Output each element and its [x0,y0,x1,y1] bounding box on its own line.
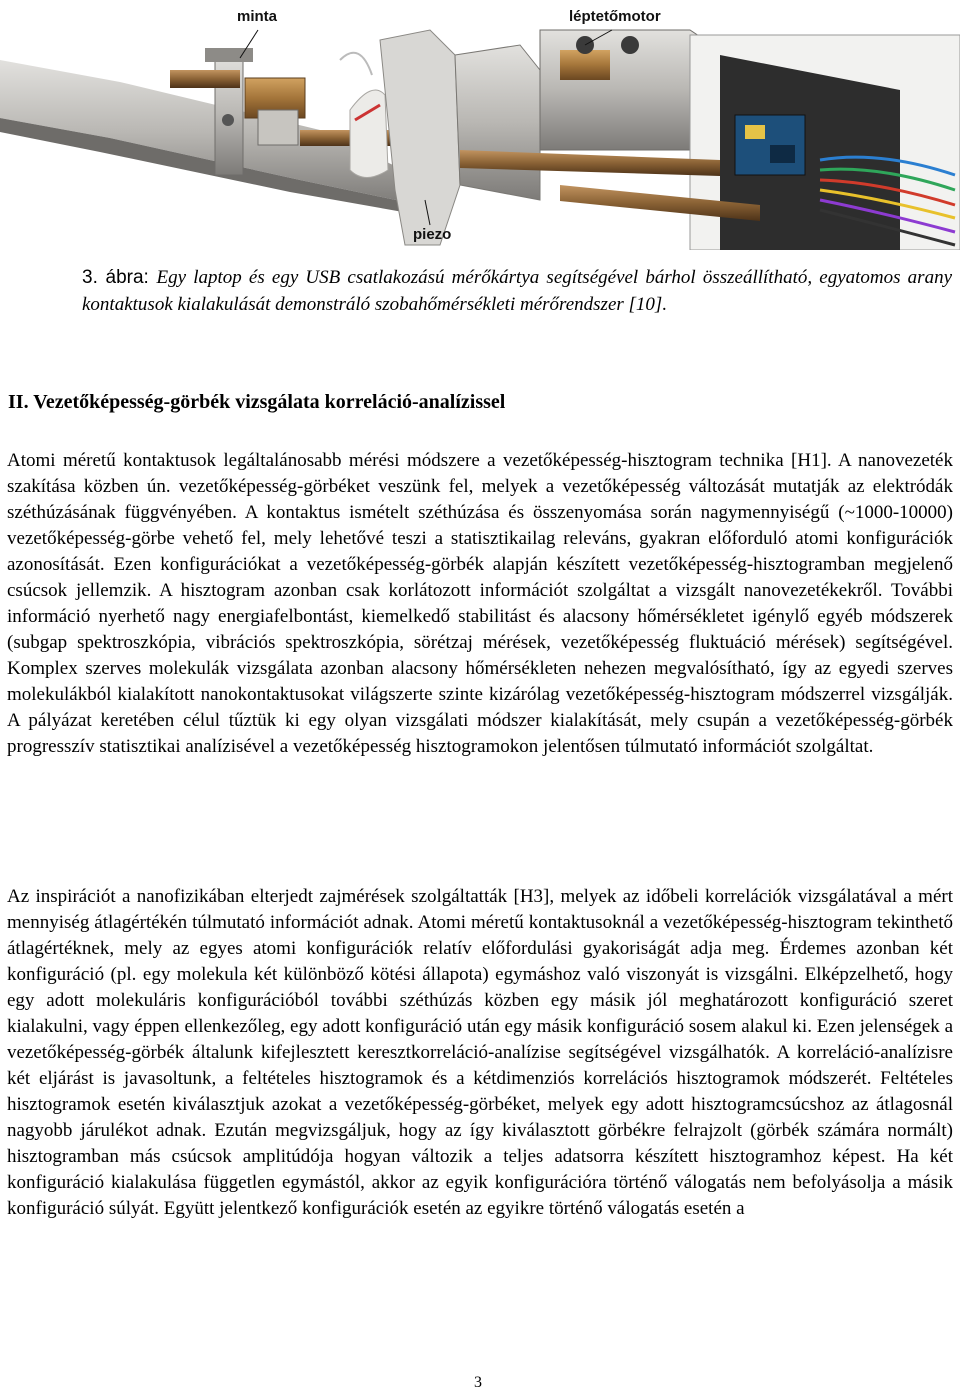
label-piezo: piezo [413,226,452,243]
caption-text: Egy laptop és egy USB csatlakozású mérőkártya segítségével bárhol összeállítható, egyatomos arany kontaktusok kialakulását demonstráló szobahőmérsékleti mérőrendszer [10]. [82,267,953,315]
section-heading: II. Vezetőképesség-görbék vizsgálata korreláció-analízissel [8,391,506,413]
paragraph-1: Atomi méretű kontaktusok legáltalánosabb mérési módszere a vezetőképesség-hisztogram technika [H1]. A nanovezeték szakítása közben ún. vezetőképesség-görbéket veszünk fel, melyek a vezetőképesség változását mutatják az elektródák széthúzásának függvényében. A kontaktus ismételt széthúzása és összenyomása során nagymennyiségű (~1000-10000) vezetőképesség-görbe vehető fel, mely lehetővé teszi a statisztikailag releváns, gyakran előforduló atomi konfigurációk azonosítását. Ezen konfigurációkat a vezetőképesség-görbék alapján készített vezetőképesség-hisztogramban megjelenő csúcsok jellemzik. A hisztogram azonban csak korlátozott információt szolgáltat a vizsgált nanovezetékekről. További információ nyerhető nagy energiafelbontást, kiemelkedő stabilitást és alacsony hőmérsékletet igénylő egyéb módszerek (subgap spektroszkópia, vibrációs spektroszkópia, sörétzaj mérések, vezetőképesség fluktuáció mérések) segítségével. Komplex szerves molekulák vizsgálata azonban alacsony hőmérsékleten nehezen megvalósítható, így az egyedi szerves molekulákból kialakított nanokontaktusokat világszerte szinte kizárólag vezetőképesség-hisztogram módszerrel vizsgálják. A pályázat keretében célul tűztük ki egy olyan vizsgálati módszer kialakítását, mely csupán a vezetőképesség-görbék progresszív statisztikai analízisével a vezetőképesség hisztogramokon jelentősen túlmutató információt szolgáltat. [7,450,953,757]
caption-lead: 3. ábra: [82,267,157,288]
paragraph-2: Az inspirációt a nanofizikában elterjedt zajmérések szolgáltatták [H3], melyek az időbeli korrelációk vizsgálatával a mért mennyiség átlagértékén túlmutató információt adnak. Atomi méretű kontaktusoknál a vezetőképesség-hisztogram tekinthető átlagértéknek, mely az egyes atomi konfigurációk relatív előfordulási gyakoriságát adja meg. Érdemes azonban két konfiguráció (pl. egy molekula két különböző kötési állapota) egymáshoz való viszonyát is vizsgálni. Elképzelhető, hogy egy adott molekuláris konfigurációból további széthúzás közben egy másik jól meghatározott konfiguráció szeret kialakulni, vagy éppen ellenkezőleg, egy adott konfiguráció után egy másik konfiguráció sosem alakul ki. Ezen jelenségek a vezetőképesség-görbék általunk kifejlesztett keresztkorreláció-analízise segítségével vizsgálhatók. A korreláció-analízisre két eljárást is javasoltunk, a feltételes hisztogramok és a kétdimenziós korrelációs hisztogramok módszerét. Feltételes hisztogramok esetén kiválasztjuk azokat a vezetőképesség-görbéket, melyek egy adott hisztogramcsúcshoz az átlagosnál nagyobb járulékot adnak. Ezután megvizsgáljuk, hogy az így kiválasztott görbékre felrajzolt (görbék számára normált) hisztogramban más csúcsok amplitúdója hogyan változik a teljes adatsorra készített hisztogramhoz képest. Ha két konfiguráció kialakulása független egymástól, akkor az egyik konfigurációra történő válogatás nem befolyásolja a másik konfiguráció súlyát. Együtt jelentkező konfigurációk esetén az egyikre történő válogatás esetén a [7,886,953,1219]
apparatus-photo [0,0,960,250]
label-leptetomotor: léptetőmotor [569,8,661,25]
label-minta: minta [237,8,278,25]
central-frame [380,30,540,245]
page-number: 3 [474,1374,482,1391]
figure-caption [82,264,952,318]
apparatus-figure [0,0,960,250]
